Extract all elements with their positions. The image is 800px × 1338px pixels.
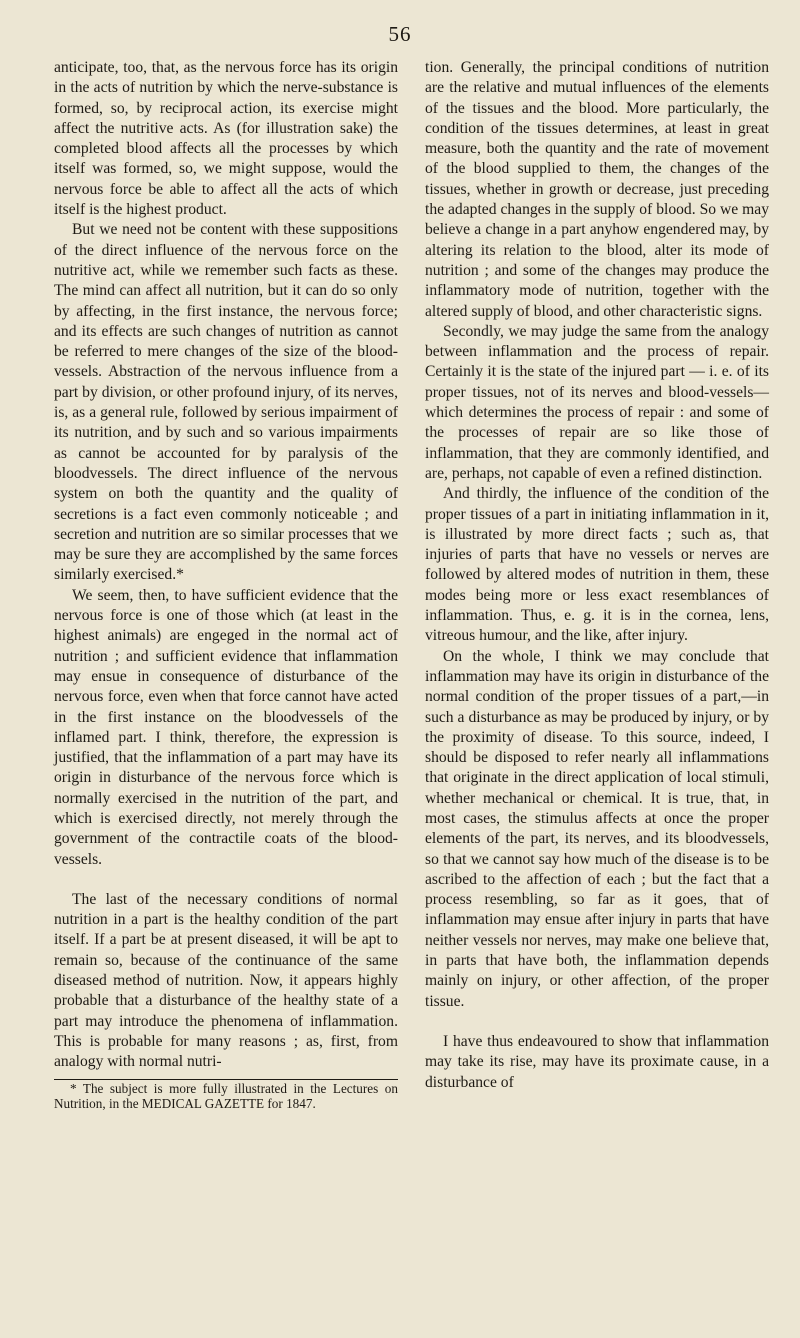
paragraph: I have thus endeavoured to show that inflammation may take its rise, may have its proximate cause, in a disturbance of [425, 1032, 769, 1091]
paragraph: But we need not be content with these suppositions of the direct influence of the nervous force on the nutritive act, while we remember such facts as these. The mind can affect all nutrition, but it can do so only by affecting, in the first instance, the nervous force; and its effects are such changes of nutrition as cannot be referred to mere changes of the size of the blood-vessels. Abstraction of the nervous influence from a part by division, or other profound injury, of its nerves, is, as a general rule, followed by serious impairment of its nutrition, and by such and so various impairments as cannot be accounted for by paralysis of the bloodvessels. The direct influence of the nervous system on both the quantity and the quality of secretions is a fact even commonly noticeable ; and secretion and nutrition are so similar processes that we may be sure they are accomplished by the same forces similarly exercised.* [54, 221, 398, 584]
page-number: 56 [388, 22, 412, 46]
paragraph: tion. Generally, the principal conditions of nutrition are the relative and mutual influences of the elements of the tissues and the blood. More particularly, the condition of the tissues determines, at least in great measure, both the quantity and the rate of movement of the blood supplied to them, the changes of the tissues, whether in growth or decrease, just preceding the adapted changes in the supply of blood. So we may believe a change in a part anyhow engendered may, by altering its relation to the blood, alter its mode of nutrition ; and some of the changes may produce the inflammatory mode of nutrition, together with the altered supply of blood, and other characteristic signs. [425, 59, 769, 320]
paragraph: On the whole, I think we may conclude that inflammation may have its origin in disturbance of the normal condition of the proper tissues of a part,—in such a disturbance as may be produced by injury, or by the proximity of disease. To this source, indeed, I should be disposed to refer nearly all inflammations that originate in the direct application of local stimuli, whether mechanical or chemical. It is true, that, in most cases, the stimulus affects at once the proper elements of the part, its nerves, and its bloodvessels, so that we cannot say how much of the disease is to be ascribed to the affection of each ; but the fact that a process resembling, so far as it goes, that of inflammation may ensue after injury in parts that have neither vessels nor nerves, may make one believe that, in parts that have both, the inflammation depends mainly on injury, or other affection, of the proper tissue. [425, 647, 769, 1010]
right-column [425, 58, 769, 1093]
paragraph: The last of the necessary conditions of normal nutrition in a part is the healthy condition of the part itself. If a part be at present diseased, it will be apt to remain so, because of the continuance of the same diseased method of nutrition. Now, it appears highly probable that a disturbance of the healthy state of a part may introduce the phenomena of inflammation. This is probable for many reasons ; as, first, from analogy with normal nutri- [54, 890, 398, 1071]
left-column [54, 58, 398, 1112]
footnote-text: * The subject is more fully illustrated in the Lectures on Nutrition, in the MEDICAL GAZETTE for 1847. [54, 1080, 398, 1112]
paragraph: Secondly, we may judge the same from the analogy between inflammation and the process of repair. Certainly it is the state of the injured part — i. e. of its proper tissues, not of its nerves and blood-vessels—which determines the process of repair : and some of the processes of repair are so like those of inflammation, that they are commonly identified, and are, perhaps, not capable of even a refined distinction. [425, 322, 769, 482]
paragraph: anticipate, too, that, as the nervous force has its origin in the acts of nutrition by which the nerve-substance is formed, so, by reciprocal action, its exercise might affect the nutritive acts. As (for illustration sake) the completed blood affects all the processes by which itself was formed, so, we might suppose, would the nervous force be able to affect all the acts of which itself is the highest product. [54, 59, 398, 219]
paragraph: And thirdly, the influence of the condition of the proper tissues of a part in initiating inflammation in it, is illustrated by more direct facts ; such as, that injuries of parts that have no vessels or nerves are followed by altered modes of nutrition in them, these modes being more or less exact resemblances of inflammation. Thus, e. g. it is in the cornea, lens, vitreous humour, and the like, after injury. [425, 485, 769, 645]
paragraph: We seem, then, to have sufficient evidence that the nervous force is one of those which (at least in the highest animals) are engeged in the normal act of nutrition ; and sufficient evidence that inflammation may ensue in consequence of disturbance of the nervous force, even when that force cannot have acted in the first instance on the bloodvessels of the inflamed part. I think, therefore, the expression is justified, that the inflammation of a part may have its origin in disturbance of the nervous force which is normally exercised in the nutrition of the part, and which is exercised directly, not merely through the government of the contractile coats of the blood-vessels. [54, 586, 398, 868]
paragraph-gap [425, 1012, 769, 1032]
paragraph-gap [54, 870, 398, 890]
footnote [54, 1079, 398, 1112]
